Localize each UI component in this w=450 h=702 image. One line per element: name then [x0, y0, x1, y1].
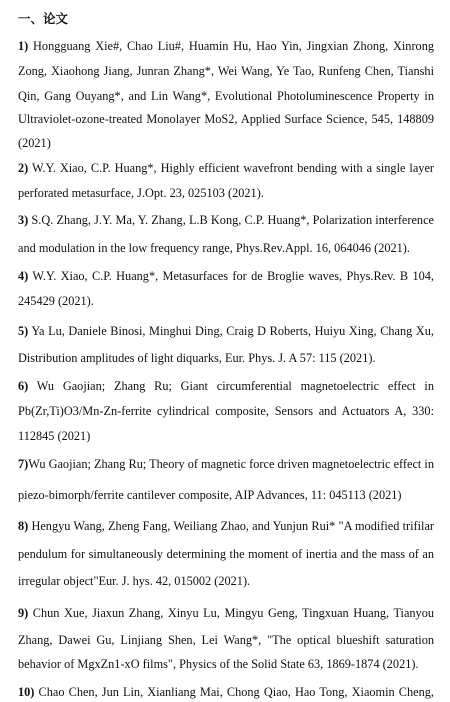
reference-text: Wu Gaojian; Zhang Ru; Giant circumferential magnetoelectric effect in: [28, 379, 434, 393]
reference-line: [18, 350, 434, 366]
reference-line: [18, 268, 434, 284]
reference-line: [18, 403, 434, 419]
reference-line: [18, 212, 434, 228]
reference-number: 4): [18, 269, 29, 283]
reference-number: 2): [18, 161, 29, 175]
reference-line: [18, 378, 434, 394]
reference-text: Chao Chen, Jun Lin, Xianliang Mai, Chong Qiao, Hao Tong, Xiaomin Cheng,: [34, 685, 434, 699]
reference-text: Pb(Zr,Ti)O3/Mn-Zn-ferrite cylindrical composite, Sensors and Actuators A, 330:: [18, 404, 434, 418]
reference-number: 8): [18, 519, 29, 533]
reference-text: perforated metasurface, J.Opt. 23, 025103 (2021).: [18, 186, 264, 200]
reference-number: 9): [18, 606, 29, 620]
reference-line: [18, 63, 434, 79]
reference-line: [18, 456, 434, 472]
reference-text: Distribution amplitudes of light diquarks, Eur. Phys. J. A 57: 115 (2021).: [18, 351, 376, 365]
reference-text: Zong, Xiaohong Jiang, Junran Zhang*, Wei Wang, Ye Tao, Runfeng Chen, Tianshi: [18, 64, 434, 78]
reference-line: [18, 546, 434, 562]
reference-text: Hongguang Xie#, Chao Liu#, Huamin Hu, Hao Yin, Jingxian Zhong, Xinrong: [28, 39, 434, 53]
reference-text: Qin, Gang Ouyang*, and Lin Wang*, Evolutional Photoluminescence Property in: [18, 89, 434, 103]
reference-line: [18, 605, 434, 621]
reference-number: 7): [18, 457, 29, 471]
reference-text: pendulum for simultaneously determining the moment of inertia and the mass of an: [18, 547, 434, 561]
reference-text: irregular object"Eur. J. hys. 42, 015002 (2021).: [18, 574, 251, 588]
reference-text: piezo-bimorph/ferrite cantilever composite, AIP Advances, 11: 045113 (2021): [18, 488, 402, 502]
reference-text: Zhang, Dawei Gu, Linjiang Shen, Lei Wang*, "The optical blueshift saturation: [18, 633, 434, 647]
reference-line: [18, 160, 434, 176]
reference-line: [18, 185, 434, 201]
reference-line: [18, 323, 434, 339]
reference-line: [18, 88, 434, 104]
reference-line: [18, 293, 434, 309]
reference-text: W.Y. Xiao, C.P. Huang*, Highly efficient wavefront bending with a single layer: [28, 161, 434, 175]
reference-number: 6): [18, 379, 29, 393]
reference-text: Ya Lu, Daniele Binosi, Minghui Ding, Craig D Roberts, Huiyu Xing, Chang Xu,: [28, 324, 434, 338]
reference-text: S.Q. Zhang, J.Y. Ma, Y. Zhang, L.B Kong, C.P. Huang*, Polarization interference: [28, 213, 434, 227]
reference-text: Hengyu Wang, Zheng Fang, Weiliang Zhao, and Yunjun Rui* "A modified trifilar: [28, 519, 434, 533]
reference-text: Chun Xue, Jiaxun Zhang, Xinyu Lu, Mingyu Geng, Tingxuan Huang, Tianyou: [28, 606, 434, 620]
reference-text: Wu Gaojian; Zhang Ru; Theory of magnetic force driven magnetoelectric effect in: [28, 457, 434, 471]
section-title: 一、论文: [18, 11, 69, 26]
reference-text: W.Y. Xiao, C.P. Huang*, Metasurfaces for de Broglie waves, Phys.Rev. B 104,: [28, 269, 434, 283]
reference-number: 5): [18, 324, 29, 338]
reference-line: [18, 135, 434, 151]
reference-number: 10): [18, 685, 35, 699]
reference-line: [18, 38, 434, 54]
reference-line: [18, 111, 434, 127]
reference-line: [18, 656, 434, 672]
reference-line: [18, 240, 434, 256]
reference-text: behavior of MgxZn1-xO films", Physics of the Solid State 63, 1869-1874 (2021).: [18, 657, 419, 671]
reference-number: 3): [18, 213, 29, 227]
reference-number: 1): [18, 39, 29, 53]
reference-text: 112845 (2021): [18, 429, 91, 443]
reference-line: [18, 684, 434, 700]
reference-text: 245429 (2021).: [18, 294, 94, 308]
reference-line: [18, 487, 434, 503]
reference-line: [18, 632, 434, 648]
reference-line: [18, 428, 434, 444]
reference-text: (2021): [18, 136, 51, 150]
reference-text: and modulation in the low frequency range, Phys.Rev.Appl. 16, 064046 (2021).: [18, 241, 410, 255]
reference-text: Ultraviolet-ozone-treated Monolayer MoS2, Applied Surface Science, 545, 148809: [18, 112, 434, 126]
reference-line: [18, 573, 434, 589]
reference-line: [18, 518, 434, 534]
